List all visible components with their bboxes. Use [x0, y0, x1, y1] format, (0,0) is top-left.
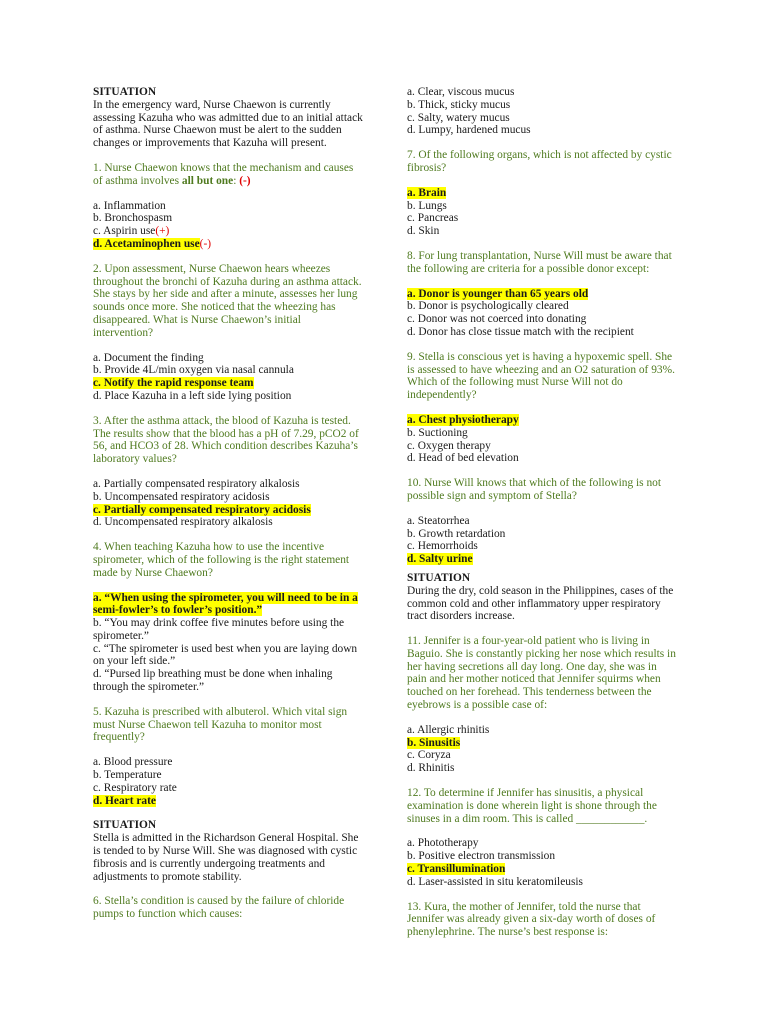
question-12: 12. To determine if Jennifer has sinusitis, a physical examination is done wherein light is shone through the sinuses in a dim room. This is called ____________.: [407, 787, 657, 825]
option-8c: c. Donor was not coerced into donating: [407, 313, 587, 326]
option-3b: b. Uncompensated respiratory acidosis: [93, 490, 270, 503]
situation-text: Stella is admitted in the Richardson General Hospital. She is tended to by Nurse Will. She was diagnosed with cystic fibrosis and is currently undergoing treatments and adjustments to promote stability.: [93, 832, 359, 883]
option-8b: b. Donor is psychologically cleared: [407, 300, 569, 313]
option-4c: c. “The spirometer is used best when you are laying down on your left side.”: [93, 642, 358, 668]
option-2b: b. Provide 4L/min oxygen via nasal cannula: [93, 364, 294, 377]
question-9: 9. Stella is conscious yet is having a hypoxemic spell. She is assessed to have wheezing and an O2 saturation of 93%. Which of the following must Nurse Will not do independently?: [407, 350, 675, 402]
option-1c: c. Aspirin use(+): [93, 225, 170, 238]
option-11c: c. Coryza: [407, 749, 451, 762]
option-10d-answer: d. Salty urine: [407, 553, 473, 566]
option-3c-answer: c. Partially compensated respiratory acidosis: [93, 503, 311, 516]
question-8: 8. For lung transplantation, Nurse Will must be aware that the following are criteria for a possible donor except:: [407, 249, 672, 275]
option-5a: a. Blood pressure: [93, 756, 173, 769]
option-6b: b. Thick, sticky mucus: [407, 98, 511, 111]
option-1b: b. Bronchospasm: [93, 212, 173, 225]
option-6a: a. Clear, viscous mucus: [407, 86, 515, 98]
option-12c-answer: c. Transillumination: [407, 863, 506, 876]
question-2: 2. Upon assessment, Nurse Chaewon hears wheezes throughout the bronchi of Kazuha during an asthma attack. She stays by her side and after a minute, assesses her lung sounds once more. She noticed that the wheezing has disappeared. What is Nurse Chaewon’s initial intervention?: [93, 262, 362, 339]
question-13: 13. Kura, the mother of Jennifer, told the nurse that Jennifer was already given a six-day worth of doses of phenylephrine. The nurse’s best response is:: [407, 900, 656, 939]
option-2a: a. Document the finding: [93, 351, 204, 364]
question-7: 7. Of the following organs, which is not affected by cystic fibrosis?: [407, 149, 672, 174]
option-7d: d. Skin: [407, 225, 440, 238]
option-5c: c. Respiratory rate: [93, 781, 177, 794]
option-10b: b. Growth retardation: [407, 527, 506, 540]
question-11: 11. Jennifer is a four-year-old patient who is living in Baguio. She is constantly picking her nose which results in her having secretions all day long. One day, she was in pain and her mother noticed that Jennifer squirms when touched on her forehead. This tenderness between the eyebrows is a possible case of:: [407, 635, 676, 712]
question-1-emphasis: all but one: [181, 174, 234, 187]
option-5b: b. Temperature: [93, 769, 162, 782]
question-5: 5. Kazuha is prescribed with albuterol. Which vital sign must Nurse Chaewon tell Kazuha to monitor most frequently?: [93, 705, 348, 744]
situation-heading: SITUATION: [407, 571, 471, 584]
option-1d-answer: d. Acetaminophen use(-): [93, 237, 212, 250]
question-10: 10. Nurse Will knows that which of the following is not possible sign and symptom of Stella?: [407, 477, 662, 502]
situation-heading: SITUATION: [93, 86, 157, 98]
option-9b: b. Suctioning: [407, 426, 468, 439]
question-6: 6. Stella’s condition is caused by the failure of chloride pumps to function which causes:: [93, 895, 345, 921]
option-1d-mark: (-): [199, 237, 212, 250]
option-1a: a. Inflammation: [93, 199, 166, 212]
option-6c: c. Salty, watery mucus: [407, 111, 510, 124]
option-11d: d. Rhinitis: [407, 762, 455, 775]
option-8a-answer: a. Donor is younger than 65 years old: [407, 287, 589, 300]
option-2d: d. Place Kazuha in a left side lying position: [93, 389, 292, 402]
situation-heading: SITUATION: [93, 819, 157, 832]
question-3: 3. After the asthma attack, the blood of Kazuha is tested. The results show that the blood has a pH of 7.29, pCO2 of 56, and HCO3 of 28. Which condition describes Kazuha’s laboratory values?: [93, 414, 359, 466]
question-1-mark: (-): [239, 174, 251, 187]
right-column: [407, 86, 677, 939]
option-4a-answer: a. “When using the spirometer, you will need to be in a semi-fowler’s to fowler’s position.”: [93, 591, 358, 617]
question-4: 4. When teaching Kazuha how to use the incentive spirometer, which of the following is the right statement made by Nurse Chaewon?: [93, 541, 350, 579]
left-column: [93, 86, 363, 921]
option-1c-mark: (+): [155, 225, 170, 238]
option-11b-answer: b. Sinusitis: [407, 736, 461, 749]
option-9c: c. Oxygen therapy: [407, 439, 491, 452]
situation-text: In the emergency ward, Nurse Chaewon is currently assessing Kazuha who was admitted due to an initial attack of asthma. Nurse Chaewon must be alert to the sudden changes or improvements that Kazuha will present.: [93, 98, 363, 150]
option-3a: a. Partially compensated respiratory alkalosis: [93, 477, 300, 490]
question-1: 1. Nurse Chaewon knows that the mechanism and causes of asthma involves all but one: (-): [93, 161, 354, 187]
option-9d: d. Head of bed elevation: [407, 452, 519, 465]
option-10c: c. Hemorrhoids: [407, 540, 478, 553]
option-10a: a. Steatorrhea: [407, 514, 470, 527]
situation-text: During the dry, cold season in the Philippines, cases of the common cold and other inflammatory upper respiratory tract disorders increase.: [407, 584, 674, 623]
option-9a-answer: a. Chest physiotherapy: [407, 413, 519, 426]
option-12d: d. Laser-assisted in situ keratomileusis: [407, 875, 583, 888]
option-12b: b. Positive electron transmission: [407, 850, 556, 863]
option-11a: a. Allergic rhinitis: [407, 723, 490, 736]
option-4d: d. “Pursed lip breathing must be done when inhaling through the spirometer.”: [93, 668, 333, 694]
option-7b: b. Lungs: [407, 199, 447, 212]
option-7a-answer: a. Brain: [407, 186, 447, 199]
option-3d: d. Uncompensated respiratory alkalosis: [93, 516, 273, 529]
option-7c: c. Pancreas: [407, 212, 459, 225]
option-12a: a. Phototherapy: [407, 837, 479, 850]
option-2c-answer: c. Notify the rapid response team: [93, 377, 254, 390]
option-4b: b. “You may drink coffee five minutes before using the spirometer.”: [93, 617, 345, 642]
option-6d: d. Lumpy, hardened mucus: [407, 124, 531, 137]
option-8d: d. Donor has close tissue match with the recipient: [407, 325, 634, 338]
option-5d-answer: d. Heart rate: [93, 794, 156, 807]
